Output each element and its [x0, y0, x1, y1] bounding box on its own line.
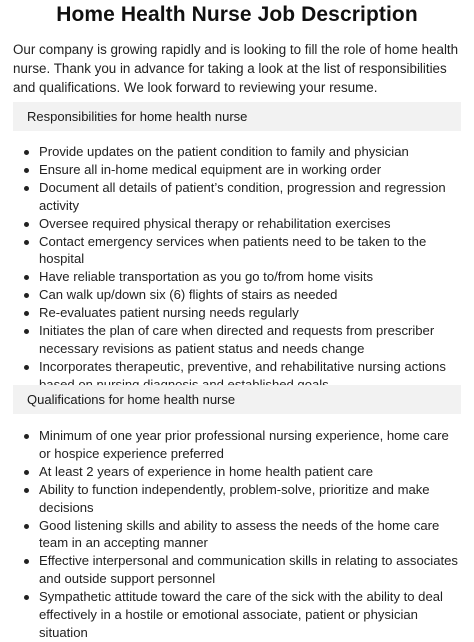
- bullet-icon: [24, 488, 29, 493]
- list-item-text: Ensure all in-home medical equipment are in working order: [39, 161, 382, 177]
- list-item: [22, 322, 462, 358]
- list-item-text: Minimum of one year prior professional nursing experience, home care or hospice experience preferred: [39, 428, 449, 461]
- bullet-icon: [24, 222, 29, 227]
- bullet-icon: [24, 311, 29, 316]
- bullet-icon: [24, 365, 29, 370]
- bullet-icon: [24, 240, 29, 245]
- bullet-icon: [24, 524, 29, 529]
- bullet-icon: [24, 559, 29, 564]
- bullet-icon: [24, 595, 29, 600]
- bullet-icon: [24, 293, 29, 298]
- list-item: [22, 517, 462, 553]
- list-item: [22, 481, 462, 517]
- list-item-text: Sympathetic attitude toward the care of the sick with the ability to deal effectively in a hostile or emotional associate, patient or physician situation: [39, 589, 443, 640]
- list-item-text: Oversee required physical therapy or rehabilitation exercises: [39, 215, 391, 231]
- list-item-text: Have reliable transportation as you go to/from home visits: [39, 269, 374, 285]
- list-item: [22, 179, 462, 215]
- list-item: [22, 463, 462, 481]
- list-item: [22, 161, 462, 179]
- list-item: [22, 427, 462, 463]
- list-item-text: Provide updates on the patient condition to family and physician: [39, 144, 409, 159]
- responsibilities-list: [22, 143, 462, 394]
- list-item-text: Can walk up/down six (6) flights of stairs as needed: [39, 287, 338, 303]
- list-item-text: Effective interpersonal and communication skills in relating to associates and outside support personnel: [39, 553, 458, 587]
- list-item: [22, 552, 462, 588]
- responsibilities-header: [13, 102, 461, 131]
- intro-paragraph: Our company is growing rapidly and is looking to fill the role of home health nurse. Thank you in advance for taking a look at the list of responsibilities and qualifications. We look forward to reviewing your resume.: [13, 42, 459, 95]
- list-item-text: Re-evaluates patient nursing needs regularly: [39, 305, 299, 321]
- bullet-icon: [24, 275, 29, 280]
- list-item-text: Incorporates therapeutic, preventive, and rehabilitative nursing actions: [39, 358, 446, 374]
- responsibilities-heading: Responsibilities for home health nurse: [27, 109, 248, 124]
- list-item: [22, 143, 462, 161]
- list-item-text: Good listening skills and ability to assess the needs of the home care team in an accepting manner: [39, 517, 440, 551]
- list-item: [22, 304, 462, 322]
- bullet-icon: [24, 150, 29, 155]
- bullet-icon: [24, 186, 29, 191]
- page-title: Home Health Nurse Job Description: [56, 3, 418, 26]
- qualifications-list: [22, 427, 462, 642]
- list-item-text: At least 2 years of experience in home health patient care: [39, 463, 374, 479]
- qualifications-header: [13, 385, 461, 414]
- list-item: [22, 286, 462, 304]
- list-item-text: Initiates the plan of care when directed and requests from prescriber necessary revisions as patient status and needs change: [39, 323, 435, 356]
- list-item-text: Document all details of patient’s condition, progression and regression activity: [39, 179, 446, 213]
- bullet-icon: [24, 470, 29, 475]
- bullet-icon: [24, 434, 29, 439]
- list-item: [22, 233, 462, 269]
- list-item: [22, 588, 462, 642]
- list-item: [22, 215, 462, 233]
- list-item-text: Contact emergency services when patients need to be taken to the hospital: [39, 233, 427, 267]
- qualifications-heading: Qualifications for home health nurse: [27, 392, 236, 407]
- list-item: [22, 268, 462, 286]
- list-item-text: Ability to function independently, problem-solve, prioritize and make decisions: [39, 481, 430, 515]
- bullet-icon: [24, 329, 29, 334]
- bullet-icon: [24, 168, 29, 173]
